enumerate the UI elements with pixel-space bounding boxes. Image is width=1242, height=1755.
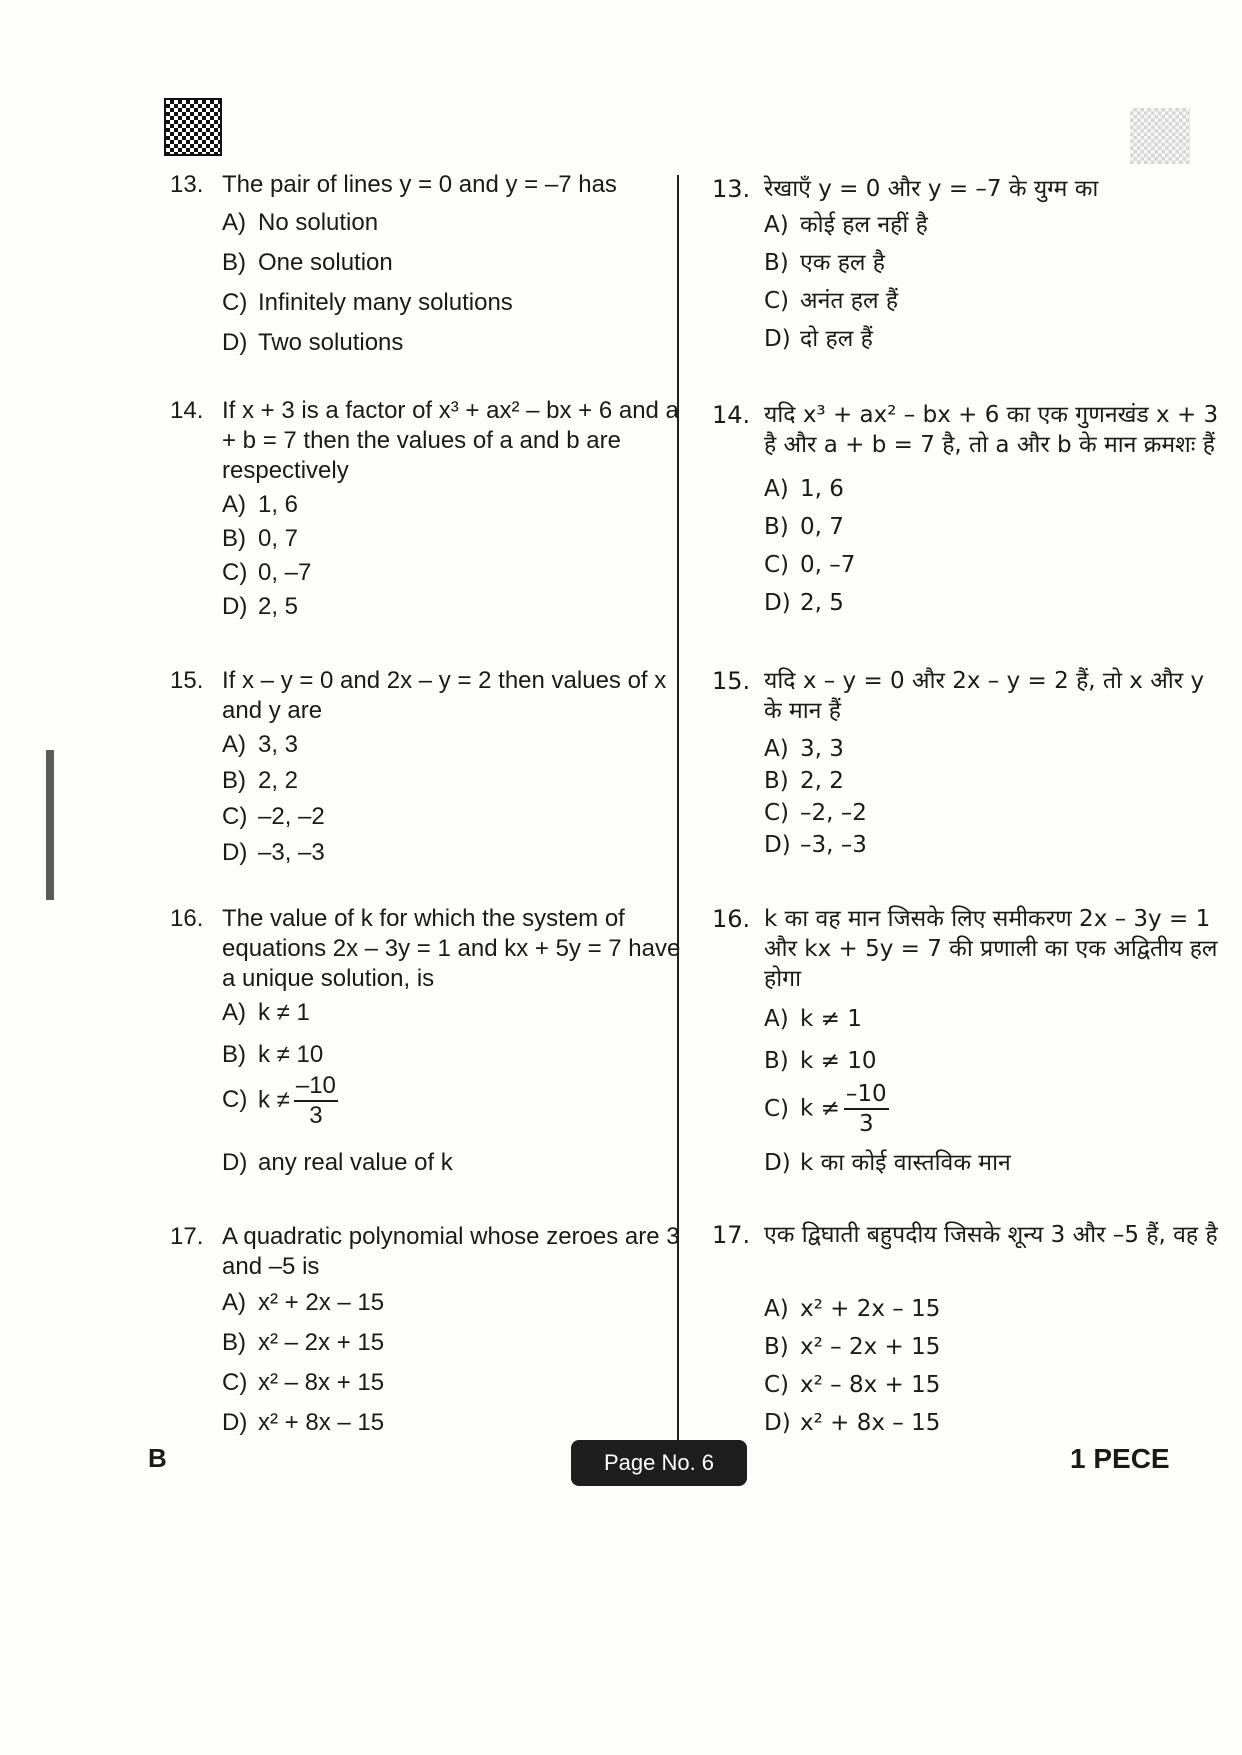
option-a[interactable]: A) No solution: [222, 209, 379, 236]
option-b[interactable]: B) k ≠ 10: [764, 1048, 877, 1074]
option-d[interactable]: D) Two solutions: [222, 329, 404, 356]
question-text: If x – y = 0 and 2x – y = 2 then values of x and y are: [222, 667, 667, 724]
option-c[interactable]: C) Infinitely many solutions: [222, 289, 513, 316]
fraction: $\frac{-10}{3}$: [845, 1081, 887, 1137]
option-c[interactable]: C) 0, –7: [222, 559, 312, 586]
question-number: 15.: [170, 667, 204, 694]
option-c[interactable]: C) k ≠ $\frac{-10}{3}$: [764, 1081, 887, 1137]
series-label: B: [148, 1443, 167, 1473]
option-c[interactable]: C) –2, –2: [222, 803, 325, 830]
option-d[interactable]: D) 2, 5: [222, 593, 299, 620]
question-text: k का वह मान जिसके लिए समीकरण 2x – 3y = 1 और kx + 5y = 7 की प्रणाली का एक अद्वितीय हल होगा: [764, 906, 1218, 992]
option-a[interactable]: A) 1, 6: [764, 476, 844, 502]
option-b[interactable]: B) One solution: [222, 249, 393, 276]
option-d[interactable]: D) k का कोई वास्तविक मान: [764, 1150, 1011, 1176]
question-number: 15.: [712, 667, 751, 695]
option-c[interactable]: C) k ≠ $\frac{-10}{3}$: [222, 1072, 336, 1129]
qr-code-icon: [164, 98, 222, 156]
question-number: 14.: [712, 401, 751, 429]
question-number: 13.: [170, 171, 204, 198]
option-d[interactable]: D) any real value of k: [222, 1149, 453, 1176]
question-text: यदि x³ + ax² – bx + 6 का एक गुणनखंड x + 3 है और a + b = 7 है, तो a और b के मान क्रमशः हैं: [764, 402, 1219, 458]
option-c[interactable]: C) x² – 8x + 15: [222, 1369, 385, 1396]
option-d[interactable]: D) –3, –3: [222, 839, 325, 866]
question-text: A quadratic polynomial whose zeroes are 3 and –5 is: [222, 1223, 680, 1280]
question-number: 16.: [170, 905, 204, 932]
option-b[interactable]: B) 0, 7: [222, 525, 299, 552]
option-b[interactable]: B) 0, 7: [764, 514, 844, 540]
question-text: रेखाएँ y = 0 और y = –7 के युग्म का: [764, 176, 1099, 202]
option-d[interactable]: D) –3, –3: [764, 832, 867, 858]
option-a[interactable]: A) कोई हल नहीं है: [764, 212, 928, 238]
option-d[interactable]: D) x² + 8x – 15: [764, 1410, 941, 1436]
option-b[interactable]: B) एक हल है: [764, 250, 886, 276]
question-text: The value of k for which the system of equations 2x – 3y = 1 and kx + 5y = 7 have a unique solution, is: [222, 905, 681, 992]
question-text: The pair of lines y = 0 and y = –7 has: [222, 171, 617, 198]
question-number: 13.: [712, 175, 751, 203]
paper-code: 1 PECE: [1070, 1443, 1170, 1474]
question-number: 16.: [712, 905, 751, 933]
option-a[interactable]: A) k ≠ 1: [764, 1006, 862, 1032]
question-text: यदि x – y = 0 और 2x – y = 2 हैं, तो x और y के मान हैं: [764, 668, 1205, 724]
question-number: 17.: [170, 1223, 204, 1250]
option-a[interactable]: A) 1, 6: [222, 491, 299, 518]
option-b[interactable]: B) x² – 2x + 15: [764, 1334, 941, 1360]
option-a[interactable]: A) 3, 3: [764, 736, 844, 762]
option-c[interactable]: C) अनंत हल हैं: [764, 288, 899, 314]
option-c[interactable]: C) x² – 8x + 15: [764, 1372, 941, 1398]
option-a[interactable]: A) 3, 3: [222, 731, 299, 758]
option-b[interactable]: B) x² – 2x + 15: [222, 1329, 385, 1356]
option-c[interactable]: C) –2, –2: [764, 800, 867, 826]
option-d[interactable]: D) दो हल हैं: [764, 326, 873, 352]
option-a[interactable]: A) x² + 2x – 15: [764, 1296, 941, 1322]
page-number-badge: Page No. 6: [571, 1440, 747, 1486]
option-b[interactable]: B) 2, 2: [764, 768, 844, 794]
question-text: If x + 3 is a factor of x³ + ax² – bx + 6 and a + b = 7 then the values of a and b are respectively: [222, 397, 679, 484]
option-b[interactable]: B) k ≠ 10: [222, 1041, 324, 1068]
question-text: एक द्विघाती बहुपदीय जिसके शून्य 3 और –5 हैं, वह है: [764, 1222, 1218, 1248]
question-number: 14.: [170, 397, 204, 424]
option-d[interactable]: D) 2, 5: [764, 590, 844, 616]
option-a[interactable]: A) x² + 2x – 15: [222, 1289, 385, 1316]
option-d[interactable]: D) x² + 8x – 15: [222, 1409, 385, 1436]
option-b[interactable]: B) 2, 2: [222, 767, 299, 794]
scan-margin-mark: [46, 750, 54, 900]
fraction: $\frac{-10}{3}$: [295, 1072, 336, 1129]
option-c[interactable]: C) 0, –7: [764, 552, 856, 578]
option-a[interactable]: A) k ≠ 1: [222, 999, 310, 1026]
faint-qr-code-icon: [1130, 108, 1190, 164]
question-number: 17.: [712, 1221, 751, 1249]
